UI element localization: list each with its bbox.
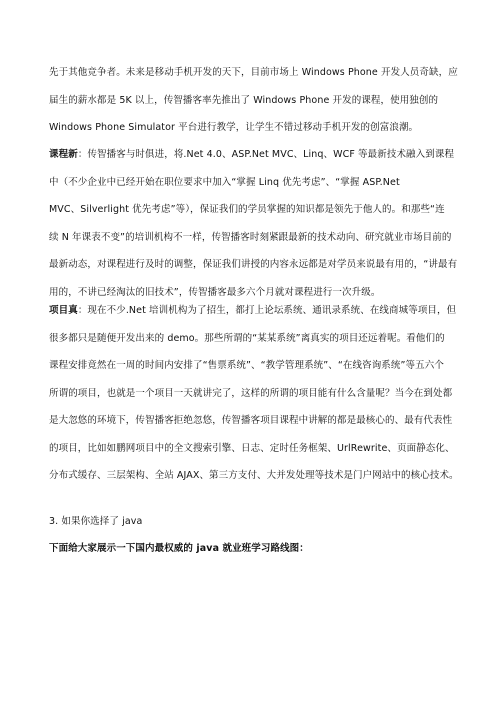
- paragraph-project-real: [49, 297, 459, 490]
- paragraph-course-new: [49, 141, 458, 306]
- text-line: [49, 141, 453, 169]
- text-line-rest: ：传智播客与时俱进，将.Net 4.0、ASP.Net MVC、Linq、WCF 等最新技术融入到课程: [77, 149, 455, 160]
- text-line: 是大忽悠的环境下，传智播客拒绝忽悠，传智播客项目课程中讲解的都是最核心的、最有代表性: [49, 415, 453, 426]
- text-line: 所谓的项目，也就是一个项目一天就讲完了，这样的所谓的项目能有什么含量呢？当今在到处都: [49, 387, 453, 399]
- text-line: MVC、Silverlight 优先考虑”等），保证我们的学员掌握的知识都是领先于他人的。和那些“连: [49, 204, 445, 215]
- section-heading-project-real: 项目真: [49, 305, 78, 316]
- section-heading-java: [49, 508, 453, 536]
- text-line-rest: ：现在不少.Net 培训机构为了招生，都打上论坛系统、通讯录系统、在线商城等项目，但: [77, 305, 457, 316]
- text-line: 续 N 年课表不变”的培训机构不一样，传智播客时刻紧跟最新的技术动向、研究就业市场目前的: [49, 231, 452, 243]
- text-line: 用的，不讲已经淘汰的旧技术”，传智播客最多六个月就对课程进行一次升级。: [49, 286, 381, 298]
- text-line: 最新动态，对课程进行及时的调整，保证我们讲授的内容永远都是对学员来说最有用的，“讲最有: [49, 259, 458, 270]
- text-line: Windows Phone Simulator 平台进行教学，让学生不错过移动手机开发的创富浪潮。: [49, 122, 419, 133]
- paragraph-windows-phone: [49, 59, 458, 142]
- text-line: 很多都只是随便开发出来的 demo。那些所谓的“某某系统”离真实的项目还远着呢。看他们的: [49, 332, 445, 344]
- paragraph-java-roadmap-intro: [49, 535, 453, 563]
- text-line: [49, 297, 457, 325]
- text-line: 届生的薪水都是 5K 以上，传智播客率先推出了 Windows Phone 开发的课程，使用独创的: [49, 94, 439, 106]
- text-line: 中（不少企业中已经开始在职位要求中加入“掌握 Linq 优先考虑”、“掌握 ASP.Net: [49, 176, 400, 188]
- section-heading-text: 3. 如果你选择了 java: [49, 516, 143, 527]
- text-line: 先于其他竞争者。未来是移动手机开发的天下，目前市场上 Windows Phone 开发人员奇缺，应: [49, 67, 458, 78]
- text-line: 下面给大家展示一下国内最权威的 java 就业班学习路线图：: [49, 543, 309, 554]
- text-line: 分布式缓存、三层架构、全站 AJAX、第三方支付、大并发处理等技术是门户网站中的核心技术。: [49, 470, 459, 481]
- text-line: 课程安排竟然在一周的时间内安排了“售票系统”、“教学管理系统”、“在线咨询系统”等五六个: [49, 360, 444, 371]
- section-heading-course-new: 课程新: [49, 149, 78, 160]
- text-line: 的项目，比如如鹏网项目中的全文搜索引擎、日志、定时任务框架、UrlRewrite、页面静态化、: [49, 442, 455, 454]
